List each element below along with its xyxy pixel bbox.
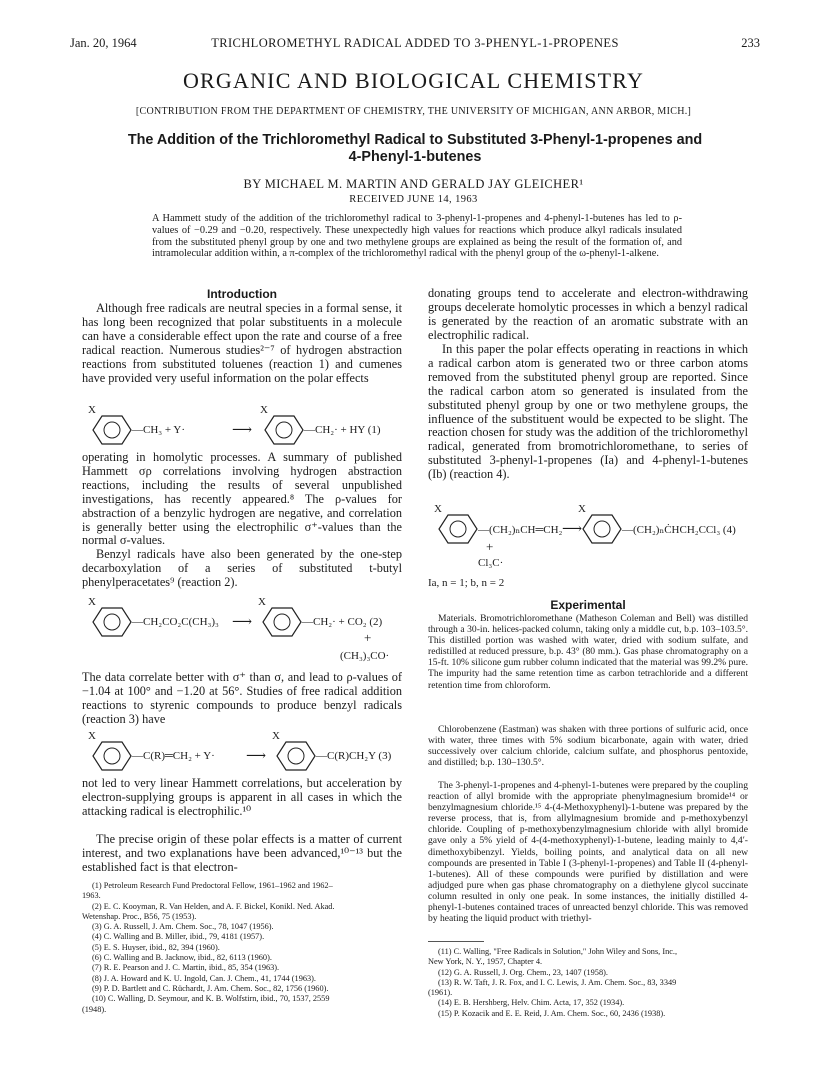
article-title-line-2: 4-Phenyl-1-butenes bbox=[348, 149, 482, 165]
footnotes-right bbox=[428, 947, 748, 1019]
substituent-label: X bbox=[258, 596, 266, 608]
substituent-label: X bbox=[88, 596, 96, 608]
authors: BY MICHAEL M. MARTIN AND GERALD JAY GLEICHER¹ bbox=[243, 177, 584, 191]
intro-paragraph-2: operating in homolytic processes. A summary of published Hammett σρ correlations involving hydrogen abstraction reactions, including the results of several unpublished investigations, has recently appeared.⁸ The ρ-values for abstraction of a benzylic hydrogen are negative, and correlation is generally better using the electrophilic σ⁺-values than the normal σ-values. bbox=[82, 451, 402, 548]
footnote: (1) Petroleum Research Fund Predoctoral Fellow, 1961–1962 and 1962– bbox=[92, 881, 333, 890]
footnotes-left bbox=[82, 881, 402, 1015]
reaction-2-product: —CH₂· + CO₂ (2) bbox=[302, 616, 383, 628]
plus-sign: + bbox=[486, 539, 494, 554]
footnote: (15) P. Kozacik and E. E. Reid, J. Am. Chem. Soc., 60, 2436 (1938). bbox=[438, 1008, 666, 1018]
issue-date: Jan. 20, 1964 bbox=[70, 36, 137, 50]
reaction-4-radical: Cl₃C· bbox=[478, 557, 504, 569]
footnote: (14) E. B. Hershberg, Helv. Chim. Acta, 17, 352 (1934). bbox=[438, 998, 625, 1008]
reaction-3 bbox=[82, 730, 402, 774]
right-paragraph-2: In this paper the polar effects operating in reactions in which a radical carbon atom is generated two or three carbon atoms removed from the substituted phenyl group are reported. Since the radical carbon atom so generated is insulated from the substituted phenyl group by one or two methylene groups, the influence of the substituent would be expected to be slight. The reaction chosen for study was the addition of the trichloromethyl radical, generated from bromotrichloromethane, to series of substituted 3-phenyl-1-propenes (Ia) and 4-phenyl-1-butenes (Ib) (reaction 4). bbox=[428, 343, 748, 482]
running-head bbox=[70, 36, 760, 52]
substituent-label: X bbox=[434, 503, 442, 515]
section-title: ORGANIC AND BIOLOGICAL CHEMISTRY bbox=[182, 68, 645, 93]
footnote: 1963. bbox=[82, 891, 101, 901]
footnote: (1948). bbox=[82, 1004, 107, 1014]
footnote: (7) R. E. Pearson and J. C. Martin, ibid., 85, 354 (1963). bbox=[92, 963, 280, 973]
right-paragraph-1: donating groups tend to accelerate and electron-withdrawing groups decelerate homolytic processes in which a benzyl radical is generated by the reaction of an aromatic substrate with an electrophilic radical. bbox=[428, 287, 748, 342]
benzene-ring-icon bbox=[264, 414, 304, 446]
experimental-paragraph-2: Chlorobenzene (Eastman) was shaken with three portions of sulfuric acid, once with water, three times with 5% sodium bicarbonate, again with water, dried successively over calcium chloride, calcium sulfate, and phosphorus pentoxide, and distilled; b.p. 130–130.5°. bbox=[428, 724, 748, 769]
footnote: (3) G. A. Russell, J. Am. Chem. Soc., 78, 1047 (1956). bbox=[92, 922, 274, 932]
footnote-divider bbox=[428, 941, 484, 942]
reaction-3-product: —C(R)CH₂Y (3) bbox=[316, 750, 392, 762]
substituent-label: X bbox=[578, 503, 586, 515]
intro-paragraph-3: Benzyl radicals have also been generated by the one-step decarboxylation of a series of substituted t-butyl phenylperacetates⁹ (reaction 2). bbox=[82, 548, 402, 589]
reaction-2-byproduct: (CH₃)₃CO· bbox=[340, 650, 390, 662]
footnote: (10) C. Walling, D. Seymour, and K. B. Wolfstirn, ibid., 70, 1537, 2559 bbox=[92, 994, 330, 1004]
reaction-1 bbox=[82, 404, 402, 450]
article-title-line-1: The Addition of the Trichloromethyl Radical to Substituted 3-Phenyl-1-propenes and bbox=[127, 132, 703, 148]
footnote: (12) G. A. Russell, J. Org. Chem., 23, 1407 (1958). bbox=[438, 967, 608, 977]
received-date: RECEIVED JUNE 14, 1963 bbox=[349, 194, 478, 205]
substituent-label: X bbox=[260, 404, 268, 416]
experimental-paragraph-1: Materials. Bromotrichloromethane (Matheson Coleman and Bell) was distilled through a 30-in. helices-packed column, taking only a middle cut, b.p. 103–103.5°. This distilled portion was washed with water, dried with sodium sulfate, and redistilled at reduced pressure, b.p. 43° (80 mm.). Gas phase chromatography on a 15-ft. 10% silicone gum rubber column indicated that the material was 99.2% pure. The impurity had the same retention time as carbon tetrachloride and a different retention time from chloroform. bbox=[428, 613, 748, 691]
reaction-3-reactant: —C(R)═CH₂ + Y· bbox=[132, 750, 215, 762]
footnote: (5) E. S. Huyser, ibid., 82, 394 (1960). bbox=[92, 942, 220, 952]
benzene-ring-icon bbox=[276, 740, 316, 772]
benzene-ring-icon bbox=[438, 513, 478, 545]
reaction-1-product: —CH₂· + HY (1) bbox=[304, 424, 381, 436]
running-title: TRICHLOROMETHYL RADICAL ADDED TO 3-PHENYL-1-PROPENES bbox=[211, 36, 619, 50]
reaction-2-reactant: —CH₂CO₂C(CH₃)₃ bbox=[132, 616, 219, 628]
footnote: (11) C. Walling, "Free Radicals in Solution," John Wiley and Sons, Inc., bbox=[438, 947, 678, 956]
intro-paragraph-1: Although free radicals are neutral species in a formal sense, it has long been recognized that polar substituents in a molecule can have a considerable effect upon the rate and course of a free radical reaction. Numerous studies²⁻⁷ of hydrogen abstraction reactions from substituted toluenes (reaction 1) and cumenes have provided very useful information on the polar effects bbox=[82, 302, 402, 385]
article-title bbox=[95, 132, 735, 166]
substituent-label: X bbox=[88, 730, 96, 742]
footnote: (13) R. W. Taft, J. R. Fox, and I. C. Lewis, J. Am. Chem. Soc., 83, 3349 bbox=[438, 977, 677, 987]
intro-paragraph-5: not led to very linear Hammett correlations, but acceleration by electron-supplying groups is apparent in all cases in which the attacking radical is electrophilic.¹⁰ bbox=[82, 777, 402, 818]
reaction-arrow: ⟶ bbox=[562, 522, 583, 537]
introduction-heading: Introduction bbox=[207, 287, 277, 301]
footnote: (4) C. Walling and B. Miller, ibid., 79, 4181 (1957). bbox=[92, 932, 265, 942]
reaction-4-legend: Ia, n = 1; b, n = 2 bbox=[428, 577, 505, 589]
footnote: (9) P. D. Bartlett and C. Rüchardt, J. Am. Chem. Soc., 82, 1756 (1960). bbox=[92, 983, 329, 993]
footnote: New York, N. Y., 1957, Chapter 4. bbox=[428, 957, 543, 967]
benzene-ring-icon bbox=[262, 606, 302, 638]
footnote: (2) E. C. Kooyman, R. Van Helden, and A. F. Bickel, Konikl. Ned. Akad. bbox=[92, 901, 335, 911]
footnote: (8) J. A. Howard and K. U. Ingold, Can. J. Chem., 41, 1744 (1963). bbox=[92, 973, 316, 983]
intro-paragraph-6: The precise origin of these polar effects is a matter of current interest, and two explanations have been advanced,¹⁰⁻¹³ but the established fact is that electron- bbox=[82, 833, 402, 874]
experimental-heading: Experimental bbox=[550, 598, 626, 612]
page-number: 233 bbox=[741, 36, 760, 50]
reaction-arrow: ⟶ bbox=[232, 423, 253, 438]
abstract: A Hammett study of the addition of the trichloromethyl radical to 3-phenyl-1-propenes and 4-phenyl-1-butenes has led to ρ-values of −0.29 and −0.20, respectively. These unexpectedly high values for reactions which produce alkyl radicals insulated from the substituted phenyl group by one and two methylene groups are explained as being the result of the formation of, and intramolecular addition within, a π-complex of the trichloromethyl radical with the phenyl group of the ω-phenyl-1-alkene. bbox=[152, 213, 682, 260]
reaction-2 bbox=[82, 596, 402, 666]
reaction-arrow: ⟶ bbox=[232, 615, 253, 630]
reaction-arrow: ⟶ bbox=[246, 749, 267, 764]
benzene-ring-icon bbox=[92, 740, 132, 772]
benzene-ring-icon bbox=[92, 414, 132, 446]
reaction-1-reactant: —CH₃ + Y· bbox=[132, 424, 186, 436]
intro-paragraph-4: The data correlate better with σ⁺ than σ, and lead to ρ-values of −1.04 at 100° and −1.20 at 56°. Studies of free radical addition reactions to styrenic compounds to produce benzyl radicals (reaction 3) have bbox=[82, 671, 402, 726]
footnote: Wetenshap. Proc., B56, 75 (1953). bbox=[82, 911, 197, 921]
substituent-label: X bbox=[272, 730, 280, 742]
reaction-4-product: —(CH₂)ₙĊHCH₂CCl₃ (4) bbox=[622, 524, 736, 536]
reaction-4 bbox=[428, 503, 758, 589]
plus-sign: + bbox=[364, 630, 372, 645]
experimental-paragraph-3: The 3-phenyl-1-propenes and 4-phenyl-1-butenes were prepared by the coupling reaction of allyl bromide with the appropriate phenylmagnesium bromide¹⁴ or benzylmagnesium chloride.¹⁵ 4-(4-Methoxyphenyl)-1-butene was prepared by the reverse process, that is, from allylmagnesium bromide and p-methoxybenzyl chloride. Coupling of p-methoxybenzylmagnesium chloride with allyl bromide gave only a 5% yield of 4-(4-methoxyphenyl)-1-butene, leading mainly to 4,4′-dimethoxybibenzyl. Yields, boiling points, and analytical data on all new compounds are presented in Table I (3-phenyl-1-propenes) and Table II (4-phenyl-1-butenes). All of these compounds were purified by distillation and were adjudged pure when gas phase chromatography on a diethylene glycol succinate column resulted in only one peak. In some instances, the initially distilled 4-phenyl-1-butenes contained traces of unreacted benzyl chloride. This was removed by heating the liquid product with triethyl- bbox=[428, 780, 748, 925]
footnote: (6) C. Walling and B. Jacknow, ibid., 82, 6113 (1960). bbox=[92, 953, 272, 963]
benzene-ring-icon bbox=[582, 513, 622, 545]
contribution-line: [CONTRIBUTION FROM THE DEPARTMENT OF CHEMISTRY, THE UNIVERSITY OF MICHIGAN, ANN ARBOR, MICH.] bbox=[135, 106, 692, 117]
benzene-ring-icon bbox=[92, 606, 132, 638]
substituent-label: X bbox=[88, 404, 96, 416]
footnote: (1961). bbox=[428, 988, 453, 998]
reaction-4-reactant: —(CH₂)ₙCH═CH₂ bbox=[478, 524, 563, 536]
